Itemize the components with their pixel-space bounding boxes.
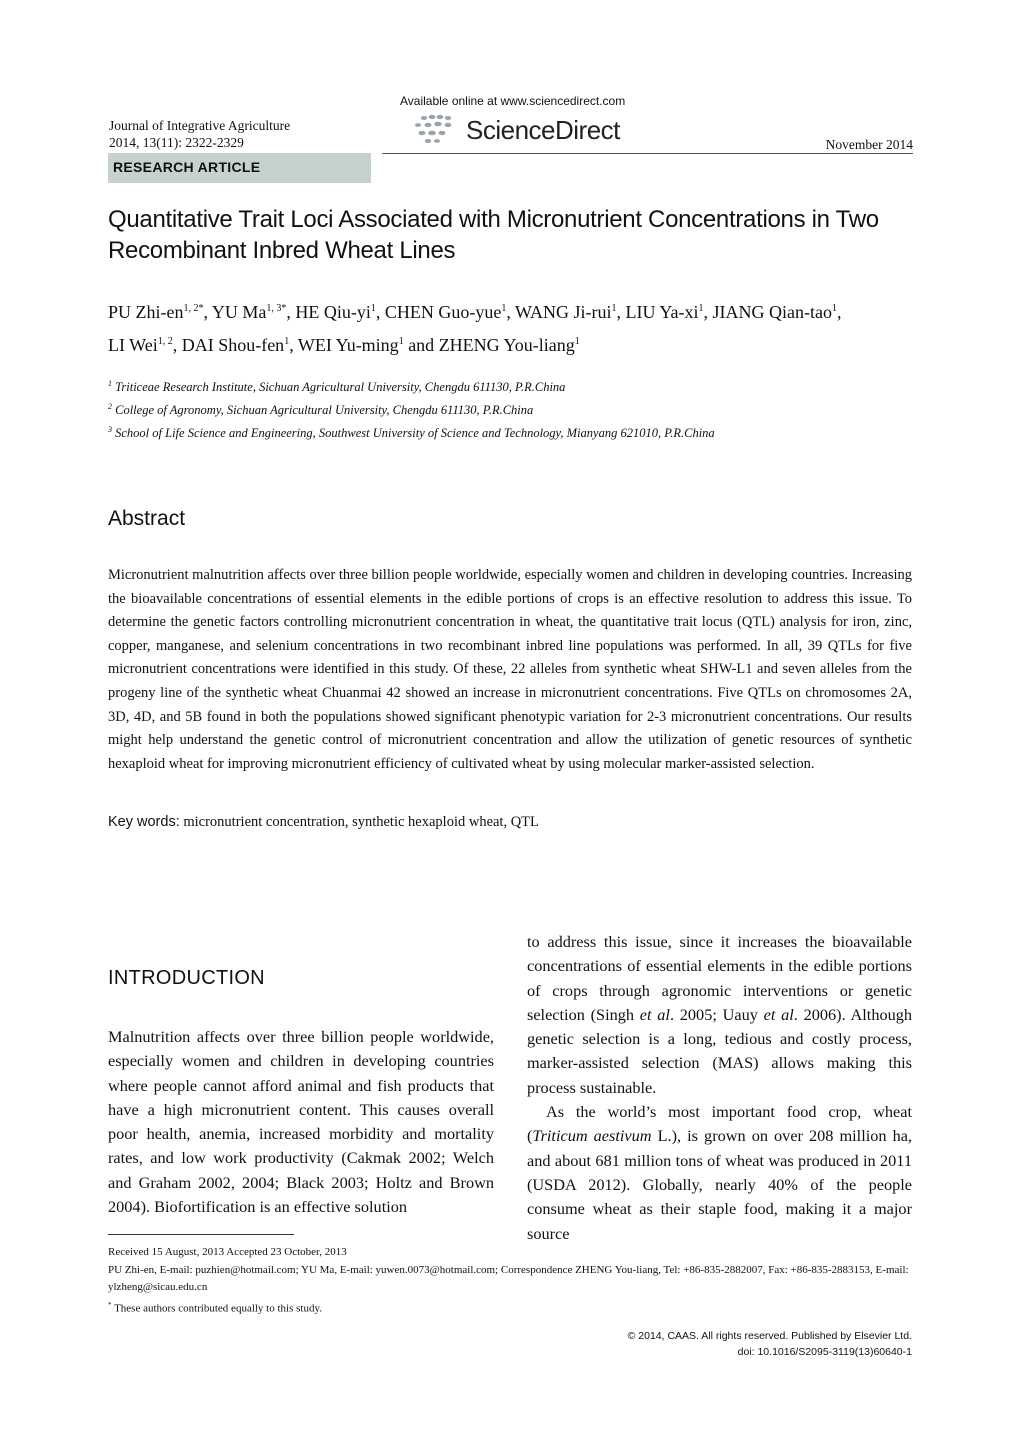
author-affiliation-mark: 1 bbox=[698, 303, 704, 314]
keywords-label: Key words: bbox=[108, 814, 180, 830]
sciencedirect-wordmark: ScienceDirect bbox=[466, 114, 620, 145]
author-name: ZHENG You-liang bbox=[438, 335, 575, 355]
affiliation-text: College of Agronomy, Sichuan Agricultural University, Chengdu 611130, P.R.China bbox=[112, 403, 534, 418]
author-name: JIANG Qian-tao bbox=[712, 302, 833, 322]
author-affiliation-mark: 1 bbox=[398, 336, 404, 347]
author-name: LIU Ya-xi bbox=[625, 302, 699, 322]
author bbox=[385, 302, 506, 322]
article-type-label: RESEARCH ARTICLE bbox=[113, 159, 261, 175]
affiliation-number: 2 bbox=[108, 402, 112, 412]
footnotes bbox=[108, 1244, 912, 1318]
introduction-heading: INTRODUCTION bbox=[108, 967, 265, 989]
author-name: CHEN Guo-yue bbox=[384, 302, 502, 322]
author bbox=[108, 335, 173, 355]
species-name: Triticum aestivum bbox=[532, 1126, 652, 1146]
affiliation-text: Triticeae Research Institute, Sichuan Agricultural University, Chengdu 611130, P.R.China bbox=[112, 380, 566, 395]
author-affiliation-mark: 1 bbox=[611, 303, 617, 314]
received-accepted-dates: Received 15 August, 2013 Accepted 23 October, 2013 bbox=[108, 1246, 347, 1258]
author-affiliation-mark: 1 bbox=[832, 303, 838, 314]
journal-name: Journal of Integrative Agriculture bbox=[109, 118, 291, 133]
author bbox=[515, 302, 617, 322]
introduction-column-right bbox=[527, 930, 912, 1246]
issue-date: November 2014 bbox=[825, 137, 913, 152]
copyright-line: © 2014, CAAS. All rights reserved. Published by Elsevier Ltd. bbox=[627, 1330, 912, 1342]
abstract-heading: Abstract bbox=[108, 507, 186, 530]
sciencedirect-dots-icon bbox=[410, 113, 460, 147]
equal-contribution-text: These authors contributed equally to this study. bbox=[114, 1302, 323, 1315]
affiliation bbox=[108, 397, 920, 420]
author-contacts: PU Zhi-en, E-mail: puzhien@hotmail.com; YU Ma, E-mail: yuwen.0073@hotmail.com; Correspondence ZHENG You-liang, Tel: +86-835-2882007, Fax: +86-835-2883153, E-mail: ylzheng@sicau.edu.cn bbox=[108, 1263, 909, 1293]
affiliation-list bbox=[108, 374, 920, 443]
author-name: WEI Yu-ming bbox=[297, 335, 399, 355]
author bbox=[295, 302, 376, 322]
author bbox=[713, 302, 837, 322]
author bbox=[626, 302, 704, 322]
intro-paragraph bbox=[527, 930, 912, 1100]
author-name: LI Wei bbox=[108, 335, 158, 355]
keywords-line bbox=[108, 814, 539, 831]
sciencedirect-logo bbox=[410, 112, 620, 148]
author bbox=[439, 335, 580, 355]
author bbox=[212, 302, 287, 322]
author-name: HE Qiu-yi bbox=[295, 302, 371, 322]
author-name: PU Zhi-en bbox=[108, 302, 184, 322]
author-affiliation-mark: 1 bbox=[370, 303, 376, 314]
equal-contribution-note bbox=[108, 1297, 912, 1318]
intro-text: As the world’s most important food crop, wheat ( bbox=[527, 1102, 912, 1146]
author-affiliation-mark: 1 bbox=[501, 303, 507, 314]
keywords-text: micronutrient concentration, synthetic hexaploid wheat, QTL bbox=[183, 814, 539, 830]
author bbox=[108, 302, 204, 322]
available-online-text: Available online at www.sciencedirect.com bbox=[400, 94, 626, 108]
introduction-column-left: Malnutrition affects over three billion people worldwide, especially women and children in developing countries where people cannot afford animal and fish products that have a high micronutrient content. This causes overall poor health, anemia, increased morbidity and mortality rates, and low work productivity (Cakmak 2002; Welch and Graham 2002, 2004; Black 2003; Holtz and Brown 2004). Biofortification is an effective solution bbox=[108, 1027, 494, 1217]
author bbox=[182, 335, 289, 355]
author-affiliation-mark: 1, 2* bbox=[183, 303, 204, 314]
intro-paragraph bbox=[527, 1100, 912, 1246]
author-affiliation-mark: 1 bbox=[574, 336, 580, 347]
footnote-mark: * bbox=[108, 1300, 112, 1309]
intro-text: L.), is grown on over 208 million ha, and about 681 million tons of wheat was produced in 2011 (USDA 2012). Globally, nearly 40% of the people consume wheat as their staple food, making it a major source bbox=[527, 1126, 913, 1243]
intro-text: . 2005; Uauy bbox=[669, 1004, 764, 1024]
affiliation-text: School of Life Science and Engineering, Southwest University of Science and Technology, Mianyang 621010, P.R.China bbox=[112, 426, 715, 441]
journal-citation bbox=[109, 117, 290, 151]
author-affiliation-mark: 1, 2 bbox=[157, 336, 173, 347]
article-title: Quantitative Trait Loci Associated with Micronutrient Concentrations in Two Recombinant Inbred Wheat Lines bbox=[108, 206, 879, 264]
author-name: YU Ma bbox=[211, 302, 267, 322]
doi-line: doi: 10.1016/S2095-3119(13)60640-1 bbox=[737, 1346, 912, 1358]
abstract-body: Micronutrient malnutrition affects over three billion people worldwide, especially women and children in developing countries. Increasing the bioavailable concentrations of essential elements in the edible portions of crops is an effective resolution to address this issue. To determine the genetic factors controlling micronutrient concentration in wheat, the quantitative trait locus (QTL) analysis for iron, zinc, copper, manganese, and selenium concentrations in two recombinant inbred line populations was performed. In all, 39 QTLs for five micronutrient concentrations were identified in this study. Of these, 22 alleles from synthetic wheat SHW-L1 and seven alleles from the progeny line of the synthetic wheat Chuanmai 42 showed an increase in micronutrient concentrations. Five QTLs on chromosomes 2A, 3D, 4D, and 5B found in both the populations showed significant phenotypic variation for 2-3 micronutrient concentrations. Our results might help understand the genetic control of micronutrient concentration and allow the utilization of genetic resources of synthetic hexaploid wheat for improving micronutrient efficiency of cultivated wheat by using molecular marker-assisted selection. bbox=[108, 567, 912, 772]
affiliation-number: 3 bbox=[108, 425, 112, 435]
et-al: et al bbox=[639, 1004, 670, 1024]
journal-issue: 2014, 13(11): 2322-2329 bbox=[109, 135, 244, 150]
intro-text: to address this issue, since it increases the bioavailable concentrations of essential elements in the edible portions of crops through agronomic interventions or genetic selection (Singh bbox=[527, 932, 912, 1024]
affiliation bbox=[108, 374, 920, 397]
author-affiliation-mark: 1 bbox=[284, 336, 290, 347]
author-list: PU Zhi-$en^{1, 2*}$, YU $Ma^{1, 3*}$, HE Qiu-$yi^1$, CHEN Guo-yue$^1$, WANG Ji-rui$^1$, LIU $Ya-xi^1$, JIANG Qian-tao$^1$, LI Wei$^{1, 2}$, DAI Shou-fen$^1$, WEI Yu-ming$^1$ and ZHENG You-liang$^1$ bbox=[108, 302, 842, 355]
author bbox=[298, 335, 404, 355]
copyright-block bbox=[628, 1328, 912, 1360]
author-name: DAI Shou-fen bbox=[181, 335, 285, 355]
author-affiliation-mark: 1, 3* bbox=[266, 303, 287, 314]
header-rule bbox=[382, 153, 913, 154]
author-name: WANG Ji-rui bbox=[515, 302, 612, 322]
intro-text: . 2006). Although genetic selection is a long, tedious and costly process, marker-assisted selection (MAS) allows making this process sustainable. bbox=[527, 1004, 913, 1097]
affiliation bbox=[108, 420, 920, 443]
footnote-rule bbox=[108, 1234, 294, 1235]
affiliation-number: 1 bbox=[108, 379, 112, 388]
et-al: et al bbox=[763, 1004, 794, 1024]
